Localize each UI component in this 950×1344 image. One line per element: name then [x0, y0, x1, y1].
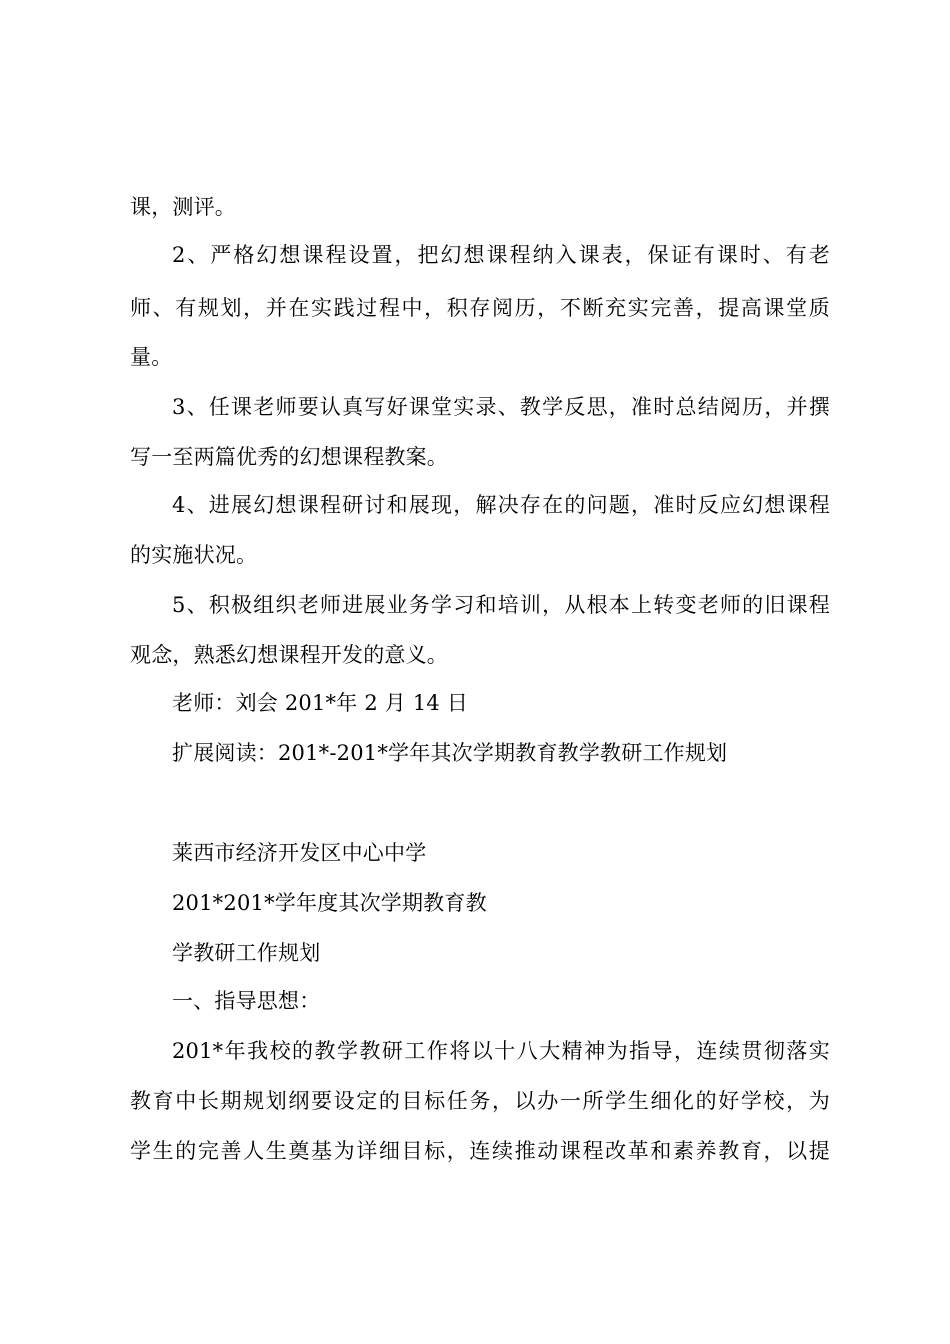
section-heading: 一、指导思想：	[172, 989, 321, 1013]
plan-title-line-1: 201*201*学年度其次学期教育教	[172, 891, 487, 915]
text-line: 4、进展幻想课程研讨和展现，解决存在的问题，准时反应幻想课程	[172, 493, 830, 517]
text-line: 观念，熟悉幻想课程开发的意义。	[130, 643, 448, 667]
text-line: 2、严格幻想课程设置，把幻想课程纳入课表，保证有课时、有老	[172, 243, 830, 267]
text-line: 的实施状况。	[130, 543, 258, 567]
text-line: 3、任课老师要认真写好课堂实录、教学反思，准时总结阅历，并撰	[172, 395, 830, 419]
text-line: 师、有规划，并在实践过程中，积存阅历，不断充实完善，提高课堂质	[130, 296, 830, 320]
text-line: 201*年我校的教学教研工作将以十八大精神为指导，连续贯彻落实	[172, 1039, 830, 1063]
text-line: 5、积极组织老师进展业务学习和培训，从根本上转变老师的旧课程	[172, 593, 830, 617]
text-line: 教育中长期规划纲要设定的目标任务，以办一所学生细化的好学校，为	[130, 1089, 830, 1113]
text-line: 学生的完善人生奠基为详细目标，连续推动课程改革和素养教育，以提	[130, 1139, 830, 1163]
text-line: 课，测评。	[130, 195, 236, 219]
text-line: 写一至两篇优秀的幻想课程教案。	[130, 445, 448, 469]
text-line: 量。	[130, 345, 173, 369]
plan-title-line-2: 学教研工作规划	[172, 941, 321, 965]
signature-line: 老师：刘会 201*年 2 月 14 日	[172, 691, 469, 715]
extended-reading-title: 扩展阅读：201*-201*学年其次学期教育教学教研工作规划	[172, 741, 728, 765]
school-name: 莱西市经济开发区中心中学	[172, 841, 427, 865]
